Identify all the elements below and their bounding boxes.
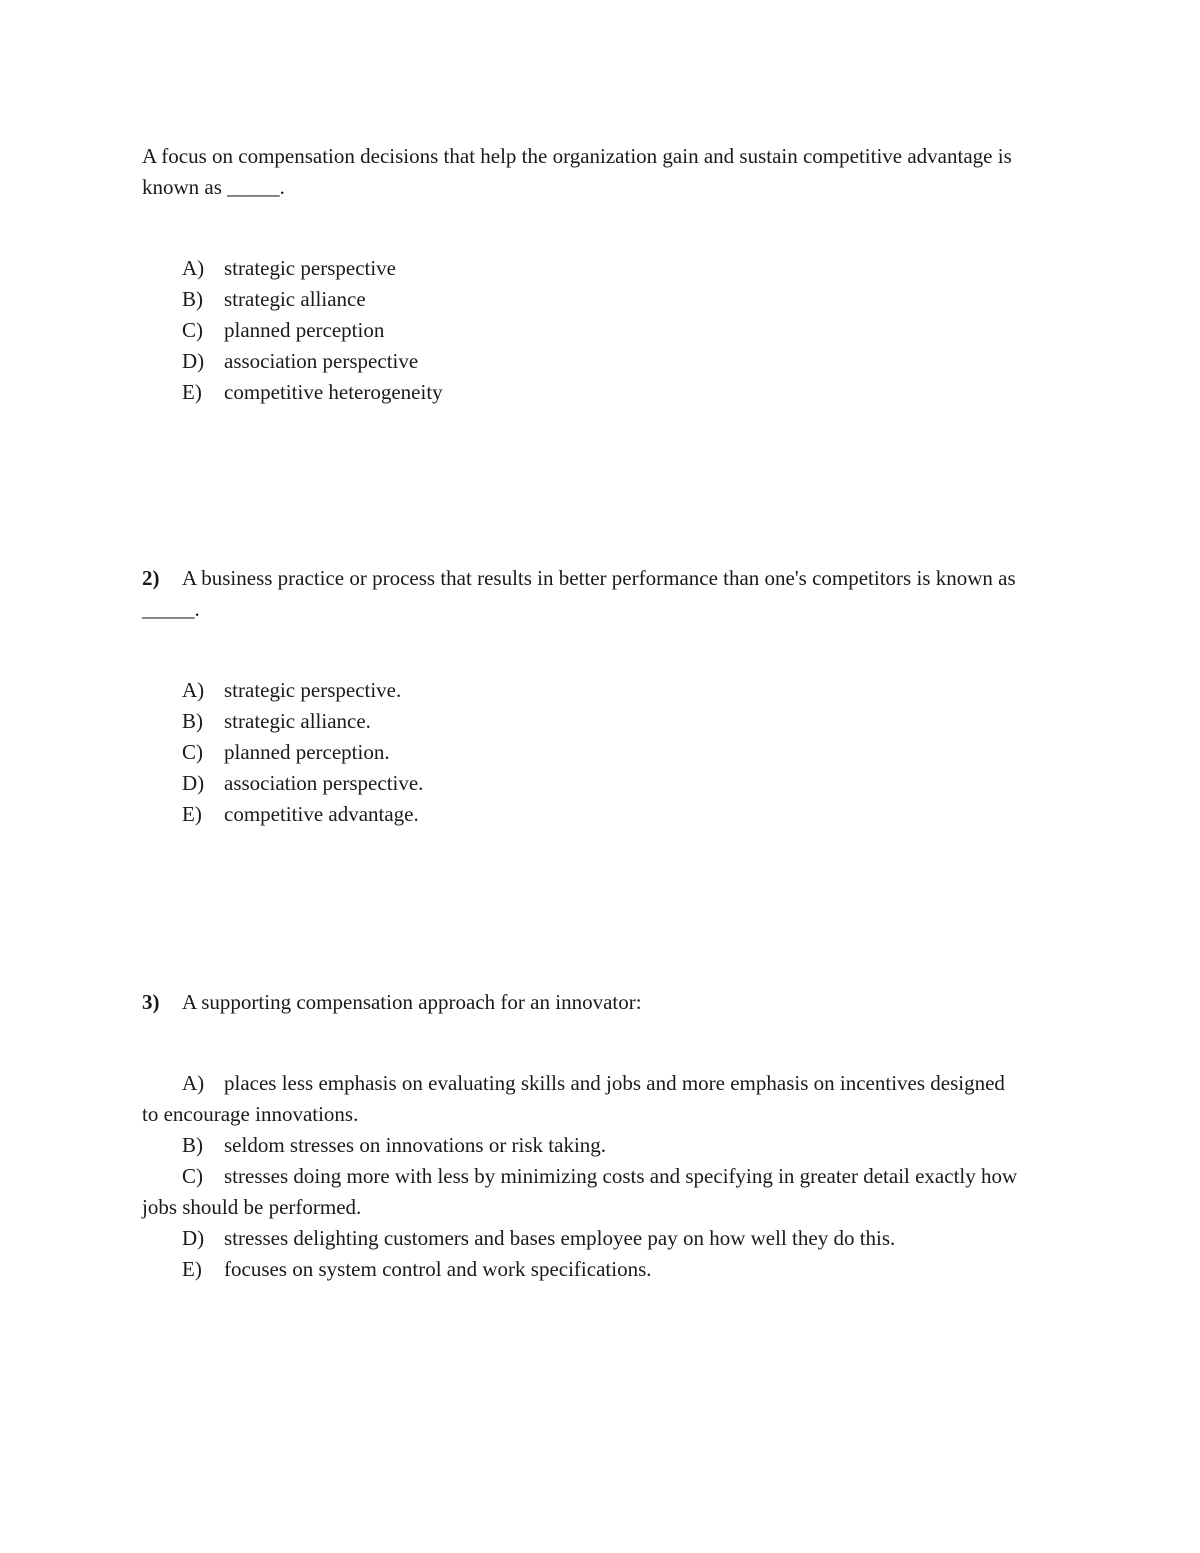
option-1c[interactable] <box>142 315 1042 346</box>
option-text: strategic perspective. <box>224 678 402 702</box>
option-letter: E) <box>182 802 202 826</box>
option-3d[interactable] <box>142 1223 1022 1254</box>
option-1e[interactable] <box>142 377 1042 408</box>
option-text: strategic alliance <box>224 287 366 311</box>
option-text: competitive heterogeneity <box>224 380 443 404</box>
question-3 <box>142 987 1042 1018</box>
option-text: focuses on system control and work specifications. <box>224 1257 652 1281</box>
option-letter: A) <box>182 1071 205 1095</box>
option-letter: C) <box>182 740 203 764</box>
option-letter: D) <box>182 1226 205 1250</box>
question-3-stem <box>142 987 1042 1018</box>
option-letter: C) <box>182 318 203 342</box>
option-text: stresses doing more with less by minimizing costs and specifying in greater detail exactly how jobs should be performed. <box>142 1164 1018 1219</box>
option-text: places less emphasis on evaluating skills and jobs and more emphasis on incentives designed to encourage innovations. <box>142 1071 1005 1126</box>
option-2a[interactable] <box>142 675 1042 706</box>
question-number: 2) <box>142 566 160 590</box>
option-1d[interactable] <box>142 346 1042 377</box>
option-3b[interactable] <box>142 1130 1022 1161</box>
option-3a[interactable] <box>142 1068 1022 1130</box>
option-letter: A) <box>182 678 205 702</box>
option-2d[interactable] <box>142 768 1042 799</box>
option-text: planned perception <box>224 318 385 342</box>
option-1b[interactable] <box>142 284 1042 315</box>
question-1 <box>142 141 1042 203</box>
option-text: planned perception. <box>224 740 390 764</box>
option-text: seldom stresses on innovations or risk taking. <box>224 1133 607 1157</box>
option-letter: D) <box>182 771 205 795</box>
option-text: strategic alliance. <box>224 709 371 733</box>
option-text: association perspective <box>224 349 419 373</box>
question-2 <box>142 563 1042 625</box>
option-1a[interactable] <box>142 253 1042 284</box>
option-letter: B) <box>182 287 203 311</box>
option-letter: B) <box>182 709 203 733</box>
question-2-text: A business practice or process that results in better performance than one's competitors is known as _____. <box>142 566 1016 621</box>
option-letter: E) <box>182 380 202 404</box>
option-letter: E) <box>182 1257 202 1281</box>
option-letter: B) <box>182 1133 203 1157</box>
question-3-text: A supporting compensation approach for an innovator: <box>182 990 642 1014</box>
question-1-options <box>142 253 1042 408</box>
option-2e[interactable] <box>142 799 1042 830</box>
option-2c[interactable] <box>142 737 1042 768</box>
question-number: 3) <box>142 990 160 1014</box>
option-text: stresses delighting customers and bases employee pay on how well they do this. <box>224 1226 896 1250</box>
option-3c[interactable] <box>142 1161 1022 1223</box>
question-3-options <box>142 1068 1022 1285</box>
option-letter: D) <box>182 349 205 373</box>
question-1-stem: A focus on compensation decisions that help the organization gain and sustain competitive advantage is known as _____. <box>142 144 1012 199</box>
option-letter: C) <box>182 1164 203 1188</box>
option-2b[interactable] <box>142 706 1042 737</box>
option-text: association perspective. <box>224 771 424 795</box>
question-2-options <box>142 675 1042 830</box>
option-letter: A) <box>182 256 205 280</box>
option-3e[interactable] <box>142 1254 1022 1285</box>
question-2-stem <box>142 563 1042 625</box>
option-text: competitive advantage. <box>224 802 419 826</box>
option-text: strategic perspective <box>224 256 396 280</box>
